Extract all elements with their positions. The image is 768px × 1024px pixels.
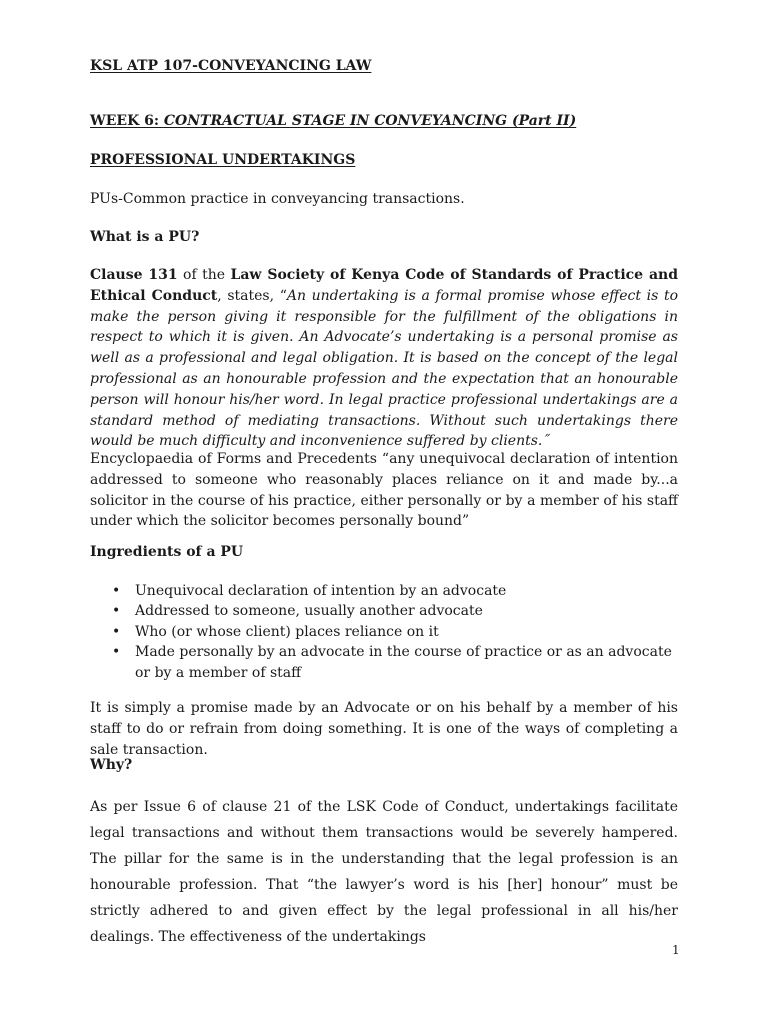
document-page (90, 0, 678, 1024)
list-item (90, 622, 678, 642)
clause-131-paragraph (90, 265, 678, 452)
what-is-pu-heading: What is a PU? (90, 229, 200, 245)
list-item (90, 642, 678, 683)
page-number: 1 (672, 943, 680, 957)
clause-quote: An undertaking is a formal promise whose effect is to make the person giving it responsible for the fulfillment of the obligations in respect to which it is given. An Advocate’s undertaking is a personal promise as well as a professional and legal obligation. It is based on the concept of the legal professional as an honourable profession and the expectation that an honourable person will honour his/her word. In legal practice professional undertakings are a standard method of mediating transactions. Without such undertakings there would be much difficulty and inconvenience suffered by clients.˝ (90, 287, 678, 450)
bullet-icon: • (112, 583, 121, 599)
encyclopaedia-paragraph: Encyclopaedia of Forms and Precedents “any unequivocal declaration of intention addressed to someone who reasonably places reliance on it and made by...a solicitor in the course of his practice, either personally or by a member of his staff under which the solicitor becomes personally bound” (90, 451, 678, 530)
ingredients-heading: Ingredients of a PU (90, 544, 244, 560)
why-heading: Why? (90, 757, 133, 773)
list-item-text: Who (or whose client) places reliance on it (135, 623, 439, 640)
week-title: CONTRACTUAL STAGE IN CONVEYANCING (Part II) (163, 113, 577, 129)
ingredients-list (90, 581, 678, 683)
bullet-icon: • (112, 623, 121, 640)
course-title: KSL ATP 107-CONVEYANCING LAW (90, 58, 372, 74)
simply-paragraph: It is simply a promise made by an Advocate or on his behalf by a member of his staff to do or refrain from doing something. It is one of the ways of completing a sale transaction. (90, 700, 678, 758)
clause-states: , states, “ (217, 287, 287, 304)
list-item-text: Unequivocal declaration of intention by an advocate (135, 583, 507, 599)
issue6-paragraph: As per Issue 6 of clause 21 of the LSK Code of Conduct, undertakings facilitate legal transactions and without them transactions would be severely hampered. The pillar for the same is in the understanding that the legal profession is an honourable profession. That “the lawyer’s word is his [her] honour” must be strictly adhered to and given effect by the legal professional in all his/her dealings. The effectiveness of the undertakings (90, 799, 678, 945)
week-prefix: WEEK 6: (90, 113, 160, 129)
clause-ref: Clause 131 (90, 267, 178, 283)
list-item (90, 601, 678, 621)
list-item-text: Addressed to someone, usually another advocate (135, 603, 483, 620)
clause-of-the: of the (177, 267, 231, 283)
week-heading (90, 113, 678, 129)
intro-paragraph: PUs-Common practice in conveyancing transactions. (90, 191, 465, 207)
list-item (90, 581, 678, 601)
clause-source: Law Society of Kenya Code of Standards of Practice and Ethical Conduct (90, 267, 678, 304)
list-item-text: Made personally by an advocate in the course of practice or as an advocate or by a member of staff (135, 644, 672, 681)
bullet-icon: • (112, 644, 121, 661)
bullet-icon: • (112, 603, 121, 620)
section-title: PROFESSIONAL UNDERTAKINGS (90, 152, 356, 168)
